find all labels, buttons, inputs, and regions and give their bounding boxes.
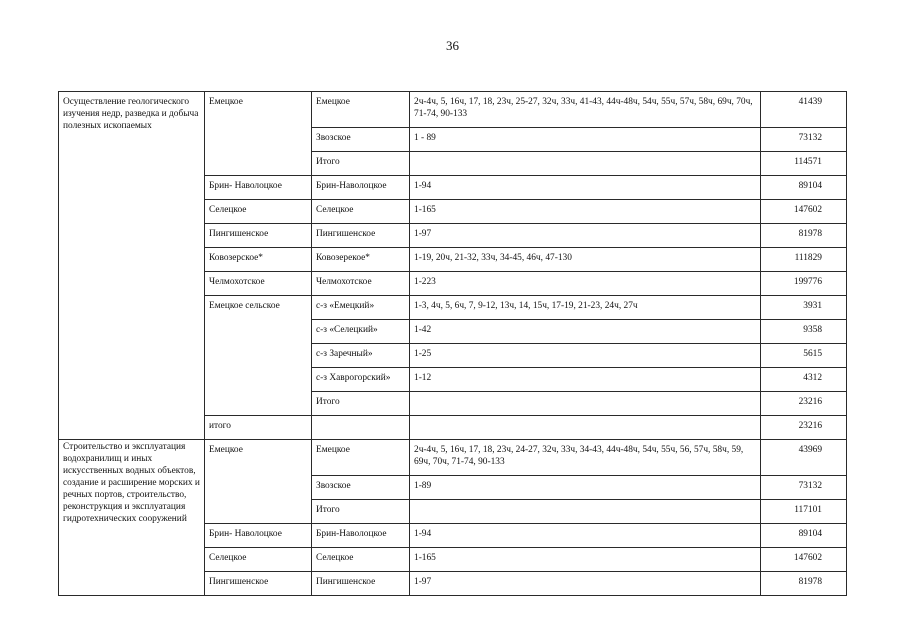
activity-cell: Строительство и эксплуатация водохранилищ и иных искусственных водных объектов, создание и расширение морских и речных портов, строительство, реконструкция и эксплуатация гидротехнических сооружений [59,440,205,596]
municipality-cell: Брин- Наволоцкое [205,176,312,200]
area-cell: 89104 [761,524,847,548]
area-cell: 111829 [761,248,847,272]
blocks-cell: 1-94 [410,176,761,200]
blocks-cell: 1-94 [410,524,761,548]
area-cell: 4312 [761,368,847,392]
area-cell: 5615 [761,344,847,368]
forestry-cell: Пингишенское [312,224,410,248]
forestry-cell: Итого [312,500,410,524]
area-cell: 117101 [761,500,847,524]
forestry-cell: Селецкое [312,548,410,572]
municipality-cell: Брин- Наволоцкое [205,524,312,548]
forest-use-table [58,91,847,596]
forestry-cell: Челмохотское [312,272,410,296]
forestry-cell: Звозское [312,476,410,500]
forestry-cell: с-з «Емецкий» [312,296,410,320]
forestry-cell [312,416,410,440]
municipality-cell: Емецкое сельское [205,296,312,416]
blocks-cell: 1-97 [410,572,761,596]
area-cell: 73132 [761,128,847,152]
municipality-cell: Ковозерское* [205,248,312,272]
area-cell: 3931 [761,296,847,320]
blocks-cell [410,152,761,176]
blocks-cell: 1 - 89 [410,128,761,152]
municipality-cell: Емецкое [205,440,312,524]
blocks-cell: 1-12 [410,368,761,392]
area-cell: 9358 [761,320,847,344]
municipality-cell: Емецкое [205,92,312,176]
area-cell: 41439 [761,92,847,128]
area-cell: 114571 [761,152,847,176]
forestry-cell: Итого [312,392,410,416]
area-cell: 43969 [761,440,847,476]
forestry-cell: с-з Заречный» [312,344,410,368]
blocks-cell: 1-3, 4ч, 5, 6ч, 7, 9-12, 13ч, 14, 15ч, 17-19, 21-23, 24ч, 27ч [410,296,761,320]
blocks-cell: 1-97 [410,224,761,248]
forestry-cell: с-з Хаврогорский» [312,368,410,392]
area-cell: 81978 [761,224,847,248]
forestry-cell: Емецкое [312,92,410,128]
forestry-cell: Брин-Наволоцкое [312,176,410,200]
forestry-cell: Итого [312,152,410,176]
forestry-cell: Звозское [312,128,410,152]
area-cell: 81978 [761,572,847,596]
blocks-cell [410,500,761,524]
blocks-cell [410,416,761,440]
municipality-cell: Селецкое [205,200,312,224]
municipality-cell: Пингишенское [205,224,312,248]
activity-cell: Осуществление геологического изучения недр, разведка и добыча полезных ископаемых [59,92,205,440]
blocks-cell: 1-223 [410,272,761,296]
table-row [59,440,847,476]
municipality-cell: Челмохотское [205,272,312,296]
blocks-cell: 2ч-4ч, 5, 16ч, 17, 18, 23ч, 24-27, 32ч, 33ч, 34-43, 44ч-48ч, 54ч, 55ч, 56, 57ч, 58ч, 59, 69ч, 70ч, 71-74, 90-133 [410,440,761,476]
blocks-cell: 1-165 [410,200,761,224]
area-cell: 23216 [761,416,847,440]
blocks-cell: 1-42 [410,320,761,344]
blocks-cell: 1-89 [410,476,761,500]
municipality-cell: итого [205,416,312,440]
forestry-cell: Емецкое [312,440,410,476]
page-number: 36 [446,38,459,53]
forestry-cell: Пингишенское [312,572,410,596]
table-row [59,92,847,128]
blocks-cell: 2ч-4ч, 5, 16ч, 17, 18, 23ч, 25-27, 32ч, 33ч, 41-43, 44ч-48ч, 54ч, 55ч, 57ч, 58ч, 69ч, 70ч, 71-74, 90-133 [410,92,761,128]
municipality-cell: Селецкое [205,548,312,572]
forestry-cell: с-з «Селецкий» [312,320,410,344]
blocks-cell: 1-19, 20ч, 21-32, 33ч, 34-45, 46ч, 47-130 [410,248,761,272]
forestry-cell: Селецкое [312,200,410,224]
area-cell: 199776 [761,272,847,296]
blocks-cell [410,392,761,416]
municipality-cell: Пингишенское [205,572,312,596]
area-cell: 147602 [761,548,847,572]
forestry-cell: Ковозерекое* [312,248,410,272]
area-cell: 23216 [761,392,847,416]
area-cell: 73132 [761,476,847,500]
blocks-cell: 1-165 [410,548,761,572]
forestry-cell: Брин-Наволоцкое [312,524,410,548]
area-cell: 89104 [761,176,847,200]
area-cell: 147602 [761,200,847,224]
blocks-cell: 1-25 [410,344,761,368]
